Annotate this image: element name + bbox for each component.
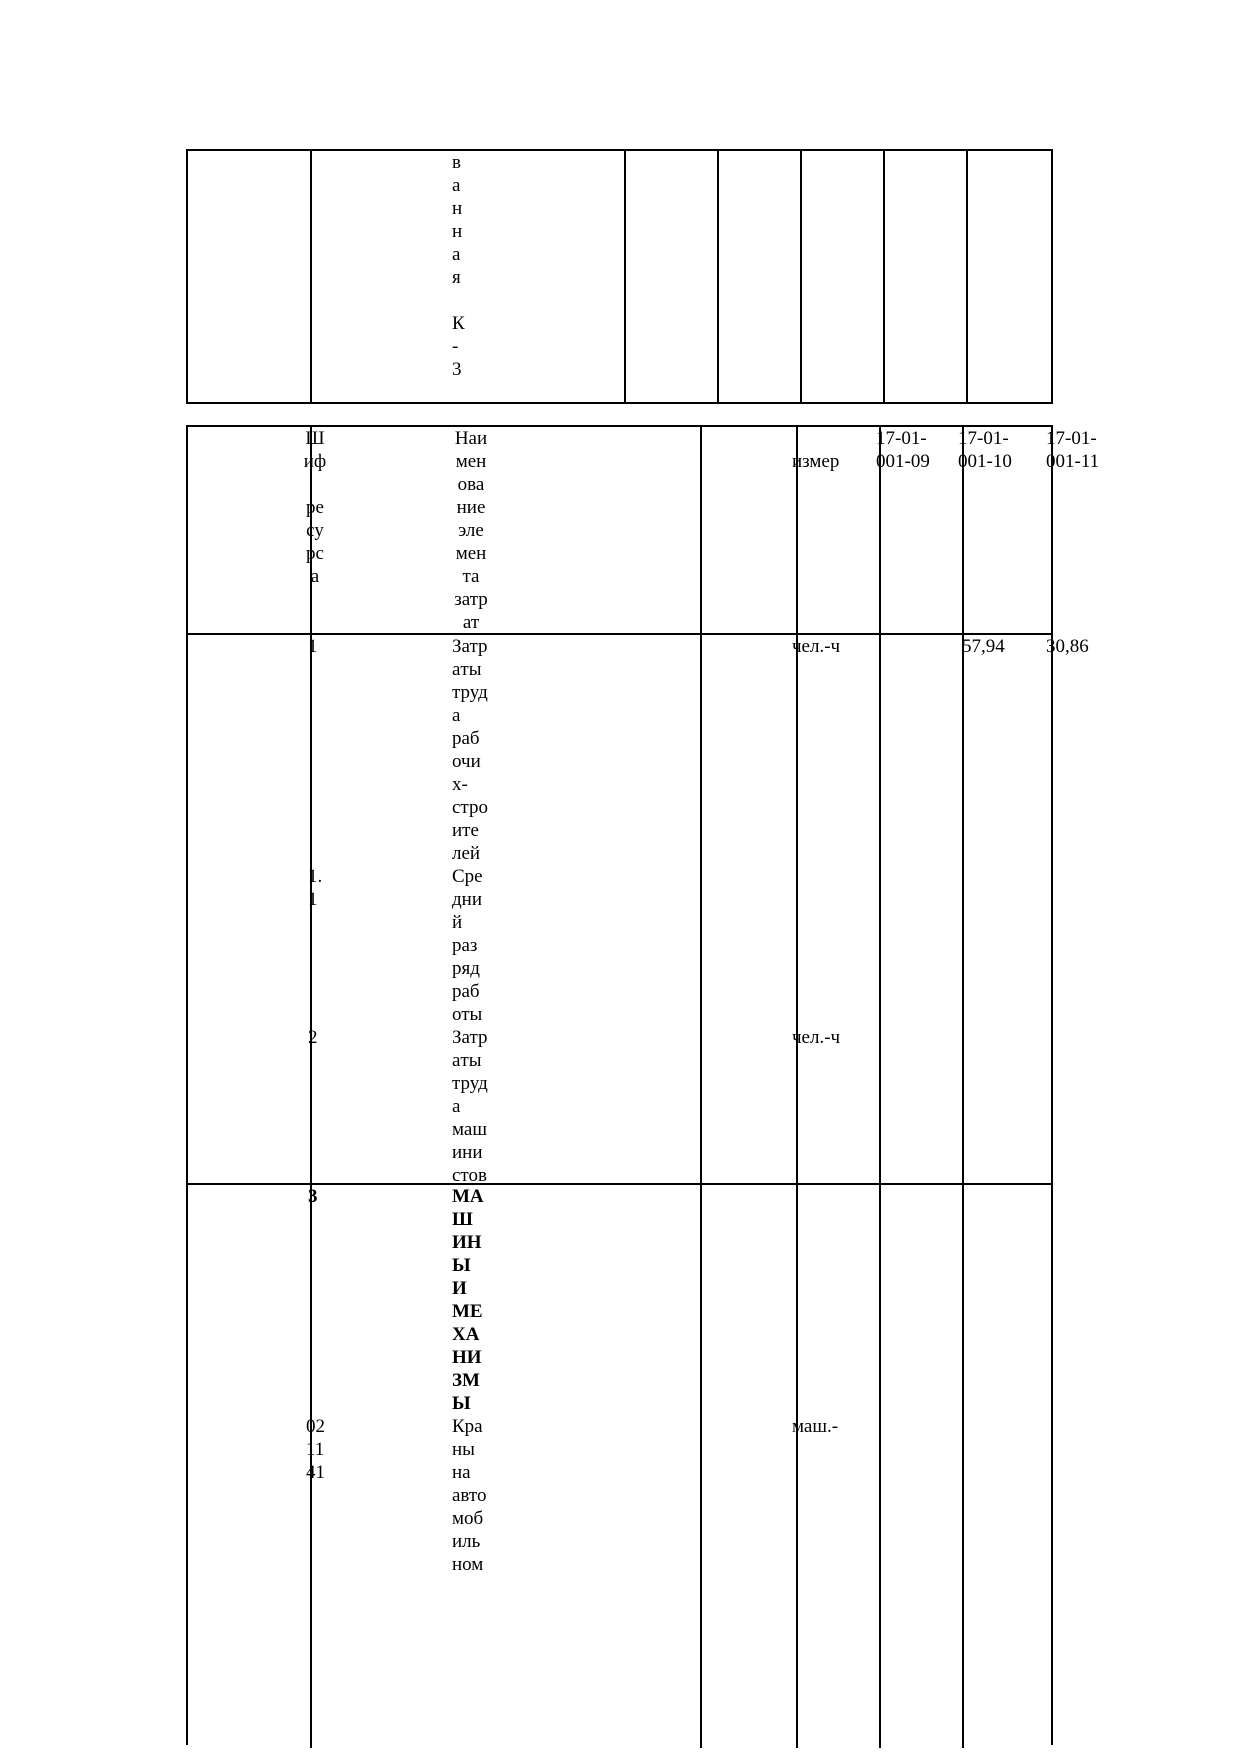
row-unit: чел.-ч (792, 1027, 841, 1048)
main-table-col-divider (962, 1574, 964, 1748)
header-unit: измер (792, 451, 840, 472)
top-table (186, 149, 1053, 404)
header-code: Ш иф ре су рс а (303, 428, 327, 587)
row-code: 02 11 41 (306, 1416, 325, 1483)
row-col2: 57,94 (962, 636, 1005, 657)
header-name: Наи мен ова ние эле мен та затр ат (454, 428, 488, 633)
top-table-col-divider (717, 149, 719, 404)
top-table-col-divider (624, 149, 626, 404)
top-table-col-divider (883, 149, 885, 404)
header-col2: 17-01- 001-10 (958, 428, 1012, 472)
row-name: МА Ш ИН Ы И МЕ ХА НИ ЗМ Ы (452, 1186, 484, 1414)
main-table-col-divider (700, 1574, 702, 1748)
main-table-col-divider (310, 425, 312, 1574)
row-unit: чел.-ч (792, 636, 841, 657)
header-col1: 17-01- 001-09 (876, 428, 930, 472)
row-col3: 30,86 (1046, 636, 1089, 657)
row-code: 1. 1 (308, 866, 323, 910)
main-table (186, 425, 1053, 1745)
top-table-col-divider (800, 149, 802, 404)
row-code: 1 (308, 636, 318, 657)
main-table-col-divider (879, 1574, 881, 1748)
row-name: Сре дни й раз ряд раб оты (452, 866, 483, 1025)
row-code: 2 (308, 1027, 318, 1048)
row-name: Кра ны на авто моб иль ном (452, 1416, 487, 1575)
row-unit: маш.- (792, 1416, 839, 1437)
top-table-name-fragment: в а н н а я К - 3 (452, 152, 465, 380)
main-table-col-divider (310, 1574, 312, 1748)
top-table-col-divider (310, 149, 312, 404)
main-table-col-divider (796, 1574, 798, 1748)
row-code: 3 (308, 1186, 318, 1207)
top-table-col-divider (966, 149, 968, 404)
main-table-col-divider (796, 425, 798, 1574)
main-table-col-divider (962, 425, 964, 1574)
header-col3: 17-01- 001-11 (1046, 428, 1100, 472)
row-name: Затр aты труд а маш ини стов (452, 1027, 488, 1186)
row-name: Затр aты труд а раб очи х- стро ите лей (452, 636, 488, 864)
main-table-col-divider (700, 425, 702, 1574)
main-table-col-divider (879, 425, 881, 1574)
